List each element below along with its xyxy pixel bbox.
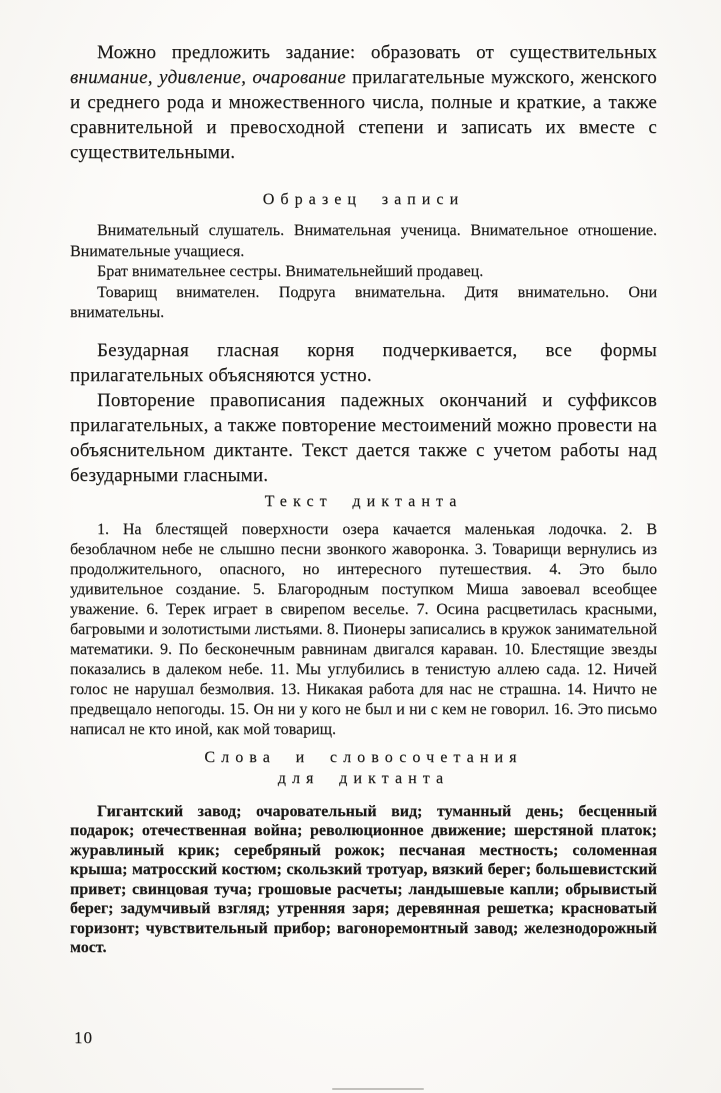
intro-italic-terms: внимание, удивление, очарование xyxy=(70,67,346,88)
sample-paragraph-1: Внимательный слушатель. Внимательная ученица. Внимательное отношение. Внимательные учащиеся. xyxy=(70,222,657,260)
vocabulary-text: Гигантский завод; очаровательный вид; туманный день; бесценный подарок; отечественная война; революционное движение; шерстяной платок; журавлиный крик; серебряный рожок; песчаная местность; соломенная крыша; матросский костюм; скользкий тротуар, вязкий берег; большевистский привет; свинцовая туча; грошовые расчеты; ландышевые капли; обрывистый берег; задумчивый взгляд; утренняя заря; деревянная решетка; красноватый горизонт; чувствительный прибор; вагоноремонтный завод; железнодорожный мост. xyxy=(70,802,657,956)
intro-text-start: Можно предложить задание: образовать от существительных xyxy=(97,42,657,63)
sample-paragraph-2: Брат внимательнее сестры. Внимательнейший продавец. xyxy=(97,263,484,280)
intro-text-end: прилагательные мужского, женского и среднего рода и множественного числа, полные и краткие, а также сравнительной и превосходной степени и записать их вместе с существительными. xyxy=(70,67,657,163)
vocabulary-heading xyxy=(70,747,657,789)
sample-record-heading: Образец записи xyxy=(262,191,465,208)
dictation-text: 1. На блестящей поверхности озера качается маленькая лодочка. 2. В безоблачном небе не слышно песни звонкого жаворонка. 3. Товарищи вернулись из продолжительного, опасного, но интересного путешествия. 4. Это было удивительное создание. 5. Благородным поступком Миша завоевал всеобщее уважение. 6. Терек играет в свирепом веселье. 7. Осина расцветилась красными, багровыми и золотистыми листьями. 8. Пионеры записались в кружок занимательной математики. 9. По бесконечным равнинам двигался караван. 10. Блестящие звезды показались в далеком небе. 11. Мы углубились в тенистую аллею сада. 12. Ничей голос не нарушал безмолвия. 13. Никакая работа для нас не страшна. 14. Ничто не предвещало непогоды. 15. Он ни у кого не был и ни с кем не говорил. 16. Это письмо написал не кто иной, как мой товарищ. xyxy=(70,520,657,738)
sample-paragraph-3: Товарищ внимателен. Подруга внимательна. Дитя внимательно. Они внимательны. xyxy=(70,283,657,321)
dictation-heading: Текст диктанта xyxy=(264,492,463,510)
note-paragraph-1: Безударная гласная корня подчеркивается, все формы прилагательных объясняются устно. xyxy=(70,339,657,386)
scan-artifact-line xyxy=(332,1088,424,1090)
note-paragraph-2: Повторение правописания падежных окончаний и суффиксов прилагательных, а также повторение местоимений можно провести на объяснительном диктанте. Текст дается также с учетом работы над безударными гласными. xyxy=(70,389,657,486)
page-number: 10 xyxy=(74,1028,93,1047)
vocabulary-heading-line1: Слова и словосочетания xyxy=(204,748,523,766)
page-content xyxy=(70,40,657,958)
intro-paragraph xyxy=(70,40,657,165)
vocabulary-heading-line2: для диктанта xyxy=(277,769,450,787)
